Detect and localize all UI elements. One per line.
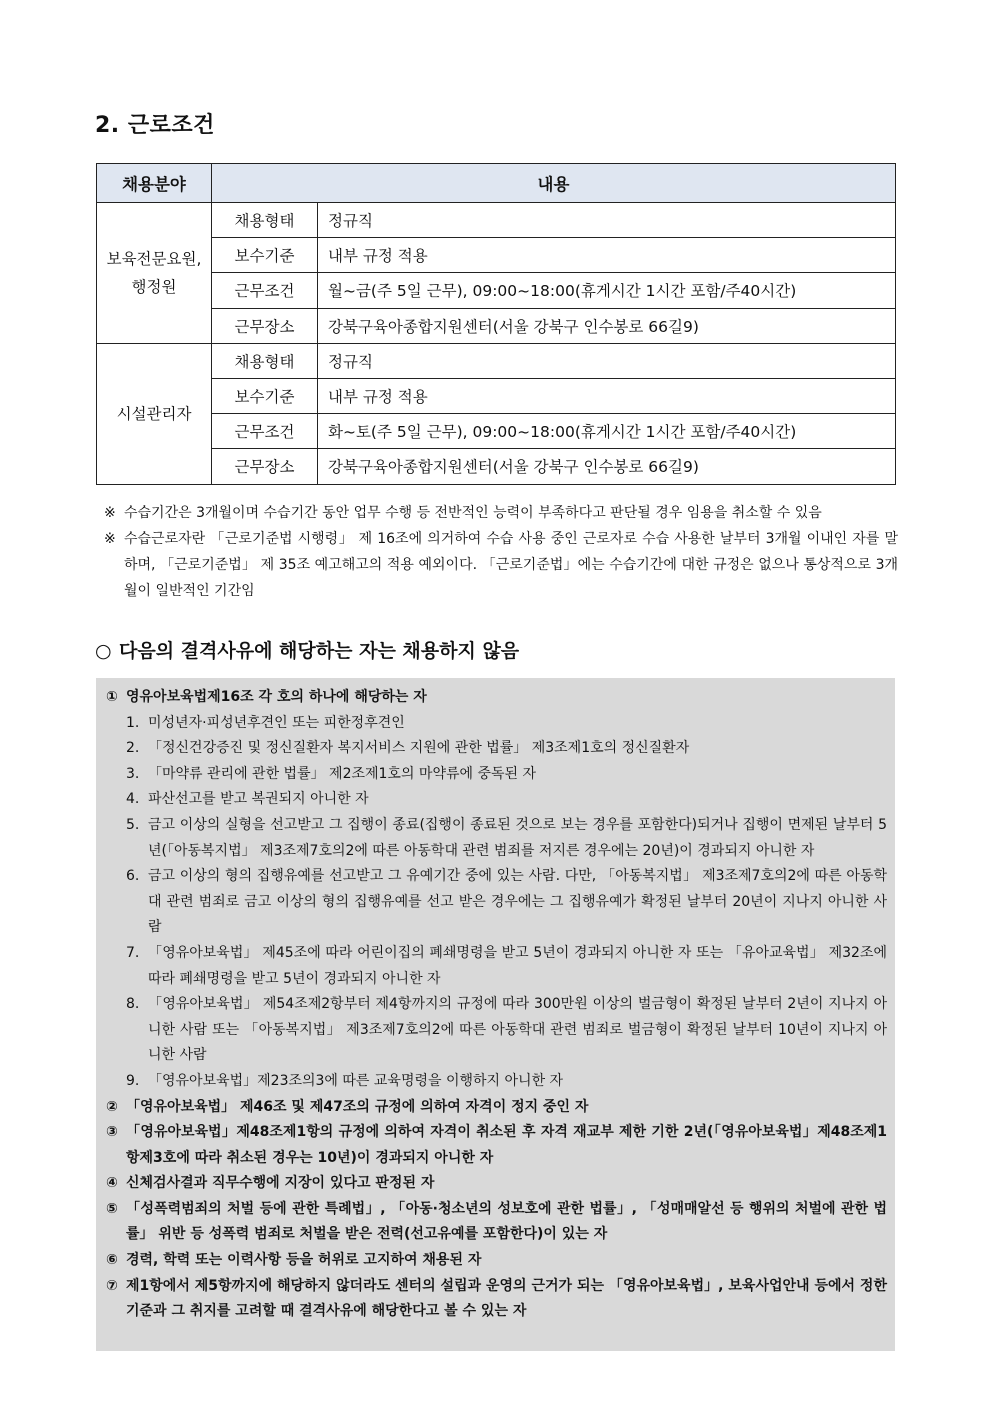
value-cell: 월~금(주 5일 근무), 09:00~18:00(휴게시간 1시간 포함/주40시간): [318, 273, 896, 308]
value-cell: 강북구육아종합지원센터(서울 강북구 인수봉로 66길9): [318, 308, 896, 343]
sub-item-number: 8.: [126, 996, 140, 1013]
criterion-text: 제1항에서 제5항까지에 해당하지 않더라도 센터의 설립과 운영의 근거가 되는 「영유아보육법」, 보육사업안내 등에서 정한 기준과 그 취지를 고려할 때 결격사유에 해당한다고 볼 수 있는 자: [126, 1277, 887, 1320]
criterion-number: ④: [106, 1175, 118, 1192]
note-text: 수습근로자란 「근로기준법 시행령」 제 16조에 의거하여 수습 사용 중인 근로자로 수습 사용한 날부터 3개월 이내인 자를 말하며, 「근로기준법」 제 35조 예고해고의 적용 예외이다. 「근로기준법」에는 수습기간에 대한 규정은 없으나 통상적으로 3개월이 일반적인 기간임: [124, 531, 898, 599]
criterion-item: [106, 1171, 887, 1197]
field-cell: [97, 343, 212, 484]
criterion-text: 영유아보육법제16조 각 호의 하나에 해당하는 자: [126, 689, 427, 705]
notes: [98, 500, 898, 604]
sub-item: [106, 711, 887, 737]
table-row: [97, 449, 896, 484]
note-text: 수습기간은 3개월이며 수습기간 동안 업무 수행 등 전반적인 능력이 부족하다고 판단될 경우 임용을 취소할 수 있음: [124, 505, 822, 521]
field-label-line: 시설관리자: [116, 404, 192, 423]
sub-item-number: 4.: [126, 791, 140, 808]
table-row: [97, 273, 896, 308]
value-cell: 강북구육아종합지원센터(서울 강북구 인수봉로 66길9): [318, 449, 896, 484]
field-label-line: 보육전문요원,: [106, 249, 202, 268]
working-conditions-table: [96, 163, 896, 485]
item-cell: 보수기준: [212, 378, 318, 413]
header-field: 채용분야: [97, 164, 212, 203]
criterion-number: ①: [106, 689, 118, 705]
sub-item-text: 미성년자·피성년후견인 또는 피한정후견인: [148, 714, 405, 731]
value-cell: 내부 규정 적용: [318, 378, 896, 413]
item-cell: 근무조건: [212, 414, 318, 449]
sub-item: [106, 762, 887, 788]
sub-item-text: 「마약류 관리에 관한 법률」 제2조제1호의 마약류에 중독된 자: [148, 765, 537, 782]
sub-item-text: 「정신건강증진 및 정신질환자 복지서비스 지원에 관한 법률」 제3조제1호의 정신질환자: [148, 740, 690, 757]
note-mark: ※: [104, 505, 116, 521]
criterion-text: 「영유아보육법」제48조제1항의 규정에 의하여 자격이 취소된 후 자격 재교부 제한 기한 2년(「영유아보육법」제48조제1항제3호에 따라 취소된 경우는 10년)이 경과되지 아니한 자: [126, 1124, 887, 1166]
sub-item-text: 「영유아보육법」제23조의3에 따른 교육명령을 이행하지 아니한 자: [148, 1072, 564, 1089]
field-cell: [97, 203, 212, 344]
sub-item: [106, 864, 887, 941]
header-content: 내용: [212, 164, 896, 203]
table-row: [97, 238, 896, 273]
table-header-row: [97, 164, 896, 203]
item-cell: 근무장소: [212, 308, 318, 343]
sub-item: [106, 941, 887, 992]
sub-item-number: 2.: [126, 740, 140, 757]
item-cell: 채용형태: [212, 343, 318, 378]
disqualification-title: [95, 636, 519, 663]
sub-item-text: 「영유아보육법」 제54조제2항부터 제4항까지의 규정에 따라 300만원 이상의 벌금형이 확정된 날부터 2년이 지나지 아니한 사람 또는 「아동복지법」 제3조제7호의2에 따른 아동학대 관련 범죄로 벌금형이 확정된 날부터 10년이 지나지 아니한 사람: [148, 996, 887, 1064]
item-cell: 근무장소: [212, 449, 318, 484]
criterion-item: [106, 1248, 887, 1274]
sub-item-number: 3.: [126, 765, 140, 782]
field-label-line: 행정원: [131, 277, 177, 296]
table-row: [97, 203, 896, 238]
sub-item-text: 파산선고를 받고 복권되지 아니한 자: [148, 791, 369, 808]
value-cell: 정규직: [318, 203, 896, 238]
item-cell: 채용형태: [212, 203, 318, 238]
criterion-text: 신체검사결과 직무수행에 지장이 있다고 판정된 자: [126, 1175, 435, 1192]
value-cell: 화~토(주 5일 근무), 09:00~18:00(휴게시간 1시간 포함/주40시간): [318, 414, 896, 449]
criterion-item: [106, 685, 887, 711]
disqualification-box: [96, 678, 895, 1351]
sub-item: [106, 813, 887, 864]
criterion-number: ⑥: [106, 1252, 118, 1269]
table-row: [97, 343, 896, 378]
note: [98, 500, 898, 526]
table-row: [97, 414, 896, 449]
value-cell: 내부 규정 적용: [318, 238, 896, 273]
criterion-text: 경력, 학력 또는 이력사항 등을 허위로 고지하여 채용된 자: [126, 1252, 482, 1269]
criterion-text: 「성폭력범죄의 처벌 등에 관한 특례법」, 「아동·청소년의 성보호에 관한 법률」, 「성매매알선 등 행위의 처벌에 관한 법률」 위반 등 성폭력 범죄로 처벌을 받은 전력(선고유예를 포함한다)이 있는 자: [126, 1200, 887, 1243]
sub-item-number: 5.: [126, 816, 140, 833]
table-row: [97, 378, 896, 413]
sub-item-number: 7.: [126, 944, 140, 961]
table-row: [97, 308, 896, 343]
section-title: 2. 근로조건: [95, 113, 215, 138]
criterion-item: [106, 1274, 887, 1325]
criterion-number: ③: [106, 1124, 118, 1141]
note-mark: ※: [104, 531, 116, 547]
sub-item-text: 「영유아보육법」 제45조에 따라 어린이집의 폐쇄명령을 받고 5년이 경과되지 아니한 자 또는 「유아교육법」 제32조에 따라 폐쇄명령을 받고 5년이 경과되지 아니한 자: [148, 944, 887, 987]
item-cell: 보수기준: [212, 238, 318, 273]
value-cell: 정규직: [318, 343, 896, 378]
criterion-number: ②: [106, 1098, 118, 1115]
sub-item-text: 금고 이상의 실형을 선고받고 그 집행이 종료(집행이 종료된 것으로 보는 경우를 포함한다)되거나 집행이 면제된 날부터 5년(「아동복지법」 제3조제7호의2에 따른 아동학대 관련 범죄를 저지른 경우에는 20년)이 경과되지 아니한 자: [148, 816, 887, 859]
criterion-number: ⑤: [106, 1200, 118, 1217]
sub-item-number: 9.: [126, 1072, 140, 1089]
note: [98, 526, 898, 604]
item-cell: 근무조건: [212, 273, 318, 308]
disqualification-title-text: 다음의 결격사유에 해당하는 자는 채용하지 않음: [119, 640, 520, 662]
criterion-text: 「영유아보육법」 제46조 및 제47조의 규정에 의하여 자격이 정지 중인 자: [126, 1098, 589, 1115]
sub-item-number: 1.: [126, 714, 140, 731]
circle-bullet-icon: ○: [95, 640, 112, 662]
criterion-item: [106, 1095, 887, 1121]
sub-item: [106, 736, 887, 762]
sub-item: [106, 787, 887, 813]
criterion-number: ⑦: [106, 1277, 118, 1294]
criterion-item: [106, 1120, 887, 1171]
sub-item-number: 6.: [126, 868, 140, 885]
criterion-item: [106, 1197, 887, 1248]
sub-item-text: 금고 이상의 형의 집행유예를 선고받고 그 유예기간 중에 있는 사람. 다만, 「아동복지법」 제3조제7호의2에 따른 아동학대 관련 범죄로 금고 이상의 형의 집행유예를 선고 받은 경우에는 그 집행유예가 확정된 날부터 20년이 지나지 아니한 사람: [148, 868, 887, 936]
sub-item: [106, 992, 887, 1069]
sub-item: [106, 1069, 887, 1095]
